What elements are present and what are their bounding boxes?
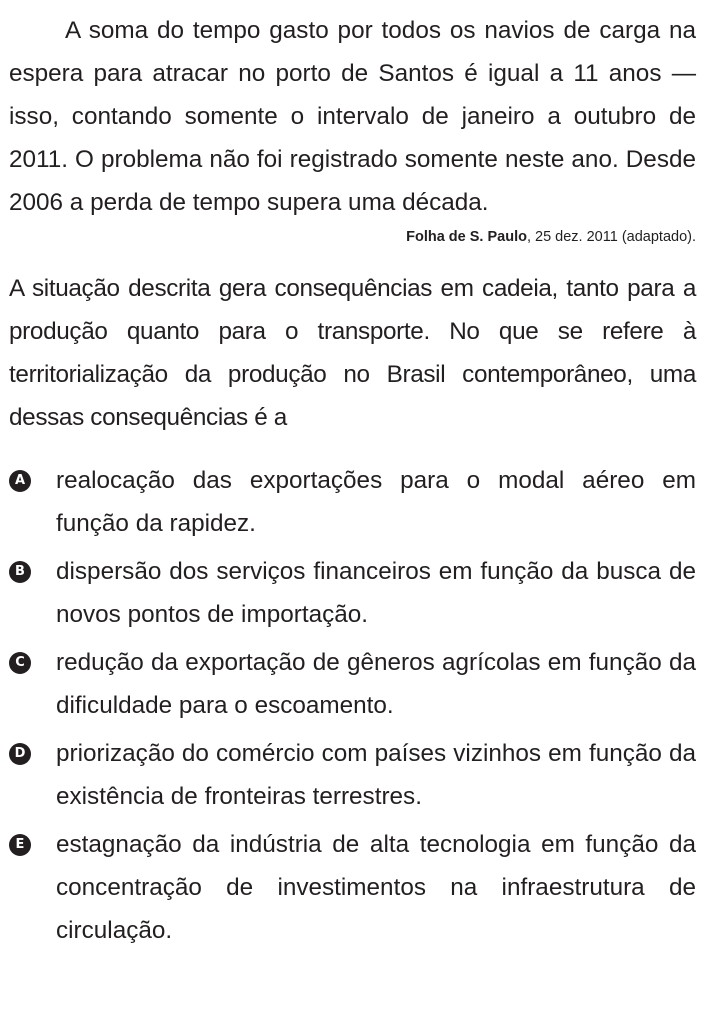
option-e-text: estagnação da indústria de alta tecnologia em função da concentração de investimentos na infraestrutura de circulação. [56,831,696,944]
option-c-text: redução da exportação de gêneros agrícolas em função da dificuldade para o escoamento. [56,649,696,719]
option-a[interactable] [9,459,696,545]
option-a-text: realocação das exportações para o modal aéreo em função da rapidez. [56,467,696,537]
option-d-letter-badge: D [9,743,31,765]
source-details: , 25 dez. 2011 (adaptado). [526,229,696,245]
option-a-letter-badge: A [9,470,31,492]
option-b-letter-badge: B [9,561,31,583]
option-d-text: priorização do comércio com países vizinhos em função da existência de fronteiras terrestres. [56,740,696,810]
answer-options [9,459,696,952]
passage-text: A soma do tempo gasto por todos os navios de carga na espera para atracar no porto de Santos é igual a 11 anos — isso, contando somente o intervalo de janeiro a outubro de 2011. O problema não foi registrado somente neste ano. Desde 2006 a perda de tempo supera uma década. [9,17,696,216]
source-publication: Folha de S. Paulo [406,229,527,245]
option-d[interactable] [9,732,696,818]
option-b[interactable] [9,550,696,636]
option-e[interactable] [9,823,696,952]
option-c[interactable] [9,641,696,727]
option-b-text: dispersão dos serviços financeiros em função da busca de novos pontos de importação. [56,558,696,628]
option-e-letter-badge: E [9,834,31,856]
question-stem: A situação descrita gera consequências em cadeia, tanto para a produção quanto para o transporte. No que se refere à territorialização da produção no Brasil contemporâneo, uma dessas consequências é a [9,275,696,431]
option-c-letter-badge: C [9,652,31,674]
source-citation [9,228,696,246]
